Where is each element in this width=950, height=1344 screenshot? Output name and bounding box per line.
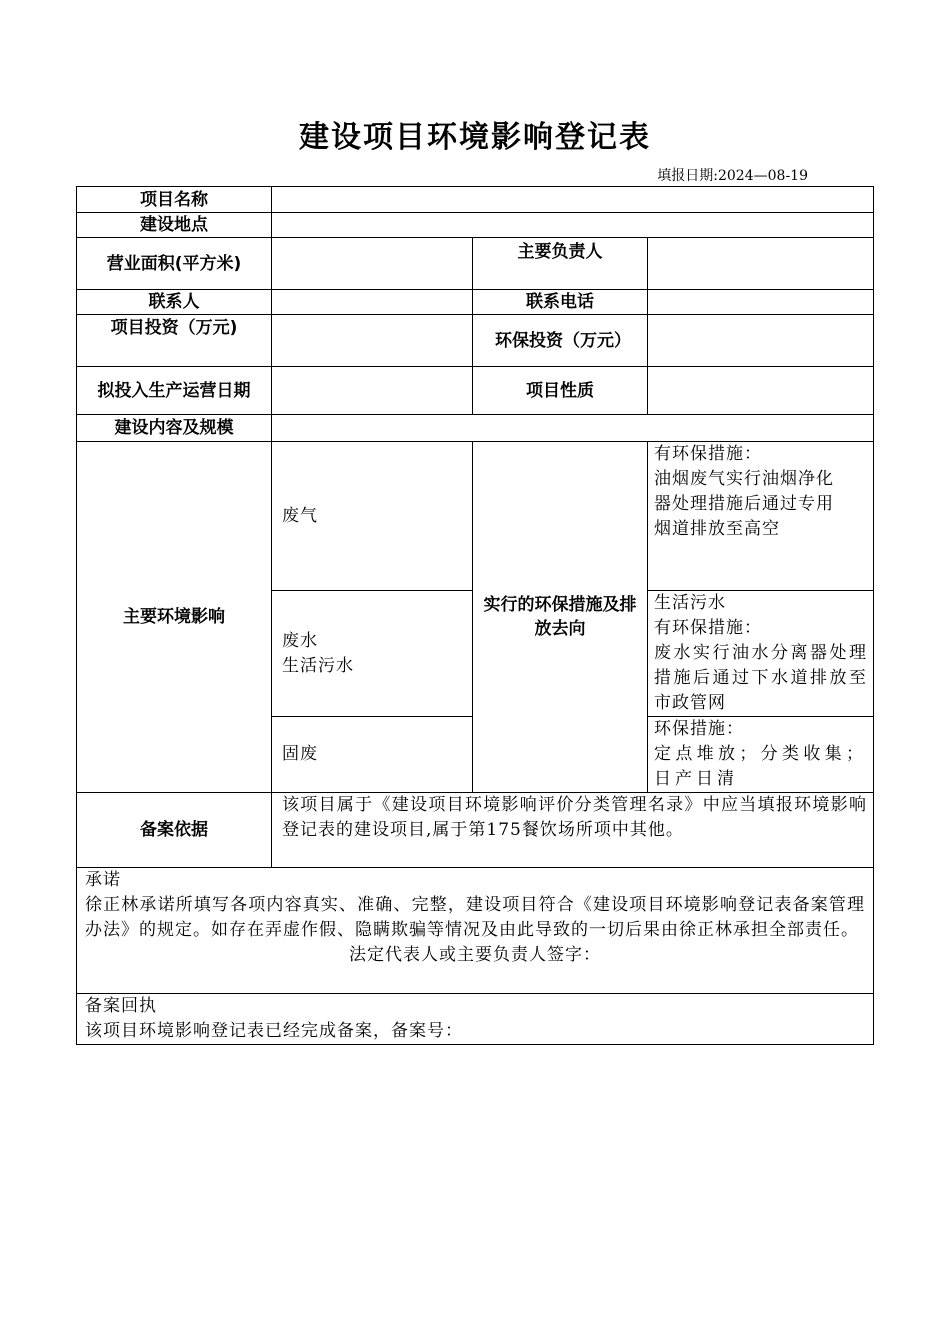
measure-gas-line-4: 烟道排放至高空 xyxy=(654,519,780,539)
label-basis: 备案依据 xyxy=(77,793,272,868)
field-location[interactable] xyxy=(272,213,874,238)
promise-block xyxy=(77,868,874,994)
measure-water-line-2: 有环保措施： xyxy=(654,618,762,638)
label-project-name: 项目名称 xyxy=(77,187,272,213)
label-scale: 建设内容及规模 xyxy=(77,415,272,442)
field-contact[interactable] xyxy=(272,290,473,315)
measure-solid-line-2: 定点堆放；分类收集；日产日清 xyxy=(654,744,868,789)
row-start-date xyxy=(77,367,874,415)
measure-gas xyxy=(648,442,874,591)
measure-water-line-1: 生活污水 xyxy=(654,593,726,613)
measure-gas-line-3: 器处理措施后通过专用 xyxy=(654,494,834,514)
field-phone[interactable] xyxy=(648,290,874,315)
label-location: 建设地点 xyxy=(77,213,272,238)
impact-water-line-2: 生活污水 xyxy=(282,655,354,676)
field-env-investment[interactable] xyxy=(648,315,874,367)
row-scale xyxy=(77,415,874,442)
label-measures: 实行的环保措施及排放去向 xyxy=(473,442,648,793)
row-impact-gas xyxy=(77,442,874,591)
measure-solid xyxy=(648,717,874,793)
label-area: 营业面积(平方米) xyxy=(77,238,272,290)
label-impact: 主要环境影响 xyxy=(77,442,272,793)
receipt-heading: 备案回执 xyxy=(85,996,157,1016)
row-location xyxy=(77,213,874,238)
row-investment xyxy=(77,315,874,367)
field-main-responsible[interactable] xyxy=(648,238,874,290)
field-start-date[interactable] xyxy=(272,367,473,415)
row-receipt xyxy=(77,994,874,1045)
promise-heading: 承诺 xyxy=(85,870,121,890)
field-investment[interactable] xyxy=(272,315,473,367)
measure-water-line-3: 废水实行油水分离器处理措施后通过下水道排放至市政管网 xyxy=(654,643,868,713)
measure-gas-line-1: 有环保措施： xyxy=(654,444,762,464)
field-nature[interactable] xyxy=(648,367,874,415)
page-title: 建设项目环境影响登记表 xyxy=(299,120,651,155)
row-project-name xyxy=(77,187,874,213)
label-nature: 项目性质 xyxy=(473,367,648,415)
field-scale[interactable] xyxy=(272,415,874,442)
row-area xyxy=(77,238,874,290)
measure-gas-line-2: 油烟废气实行油烟净化 xyxy=(654,469,834,489)
receipt-block xyxy=(77,994,874,1045)
label-investment: 项目投资（万元) xyxy=(77,315,272,367)
label-main-responsible: 主要负责人 xyxy=(473,238,648,290)
basis-text: 该项目属于《建设项目环境影响评价分类管理名录》中应当填报环境影响登记表的建设项目,属于第175餐饮场所项中其他。 xyxy=(272,793,874,868)
field-area[interactable] xyxy=(272,238,473,290)
label-env-investment: 环保投资（万元） xyxy=(473,315,648,367)
row-basis xyxy=(77,793,874,868)
impact-water xyxy=(272,591,473,717)
promise-body: 徐正林承诺所填写各项内容真实、准确、完整，建设项目符合《建设项目环境影响登记表备案管理办法》的规定。如存在弄虚作假、隐瞒欺骗等情况及由此导致的一切后果由徐正林承担全部责任。 xyxy=(85,895,866,940)
registration-form xyxy=(76,186,874,1045)
field-project-name[interactable] xyxy=(272,187,874,213)
measure-solid-line-1: 环保措施： xyxy=(654,719,744,739)
measure-water xyxy=(648,591,874,717)
receipt-body: 该项目环境影响登记表已经完成备案，备案号： xyxy=(85,1021,463,1041)
row-promise xyxy=(77,868,874,994)
impact-water-line-1: 废水 xyxy=(282,630,318,651)
promise-signature: 法定代表人或主要负责人签字： xyxy=(349,945,601,965)
fill-date: 填报日期:2024—08-19 xyxy=(657,168,808,184)
impact-solid: 固废 xyxy=(272,717,473,793)
label-start-date: 拟投入生产运营日期 xyxy=(77,367,272,415)
row-contact xyxy=(77,290,874,315)
impact-gas: 废气 xyxy=(272,442,473,591)
label-phone: 联系电话 xyxy=(473,290,648,315)
label-contact: 联系人 xyxy=(77,290,272,315)
